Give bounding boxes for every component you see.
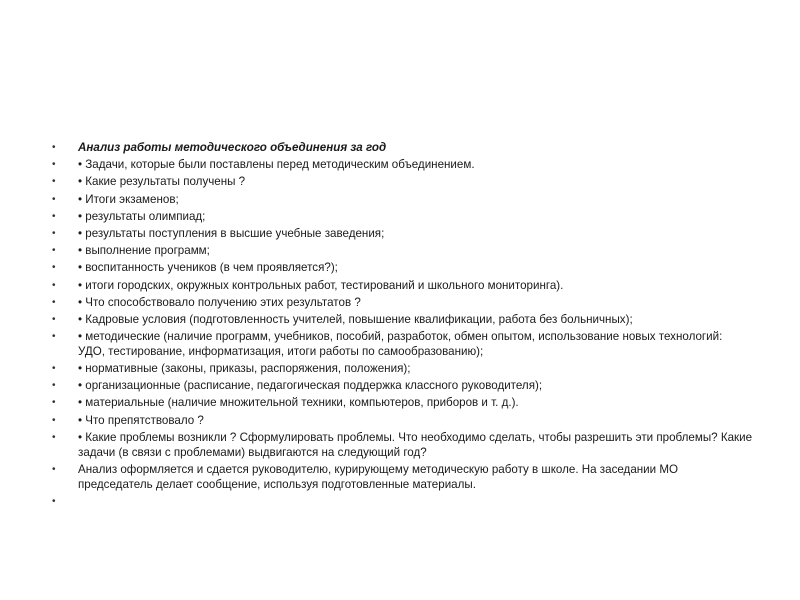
bullet-marker: •	[52, 495, 56, 507]
bullet-marker: •	[52, 331, 56, 343]
list-item-text: • результаты поступления в высшие учебные заведения;	[78, 226, 385, 240]
list-item	[52, 313, 752, 328]
list-item-text: • методические (наличие программ, учебников, пособий, разработок, обмен опытом, использование новых технологий: УДО, тестирование, информатизация, итоги работы по самообразованию);	[78, 330, 723, 358]
bullet-marker: •	[52, 142, 56, 153]
list-item-text: • Какие проблемы возникли ? Сформулировать проблемы. Что необходимо сделать, чтобы разрешить эти проблемы? Какие задачи (в связи с проблемами) выдвигаются на следующий год?	[78, 430, 753, 459]
list-item	[52, 261, 752, 276]
list-item-text: • Кадровые условия (подготовленность учителей, повышение квалификации, работа без больничных);	[78, 312, 633, 326]
list-item-text: • Какие результаты получены ?	[78, 175, 246, 189]
list-item	[52, 193, 752, 208]
bullet-marker: •	[52, 313, 56, 325]
list-item	[52, 463, 752, 493]
bullet-marker: •	[52, 296, 56, 308]
bullet-marker: •	[52, 279, 56, 291]
list-item	[52, 227, 752, 242]
list-item-text: • воспитанность учеников (в чем проявляется?);	[78, 261, 338, 275]
bullet-marker: •	[52, 463, 56, 475]
list-item-text: • Задачи, которые были поставлены перед методическим объединением.	[78, 158, 475, 172]
list-item-text: • Что способствовало получению этих результатов ?	[78, 295, 361, 309]
list-item-text: • выполнение программ;	[78, 244, 210, 258]
bullet-marker: •	[52, 210, 56, 222]
bullet-marker: •	[52, 262, 56, 274]
bullet-marker: •	[52, 363, 56, 375]
list-item	[52, 244, 752, 259]
list-item	[52, 379, 752, 394]
list-item-text: • итоги городских, окружных контрольных работ, тестирований и школьного мониторинга).	[78, 278, 564, 292]
list-item	[52, 414, 752, 429]
list-item-text: • Итоги экзаменов;	[78, 192, 179, 206]
bullet-marker: •	[52, 414, 56, 426]
bullet-marker: •	[52, 227, 56, 239]
list-item	[52, 330, 752, 360]
list-item-text: • материальные (наличие множительной техники, компьютеров, приборов и т. д.).	[78, 396, 519, 410]
list-item-text: • организационные (расписание, педагогическая поддержка классного руководителя);	[78, 379, 543, 393]
bullet-marker: •	[52, 431, 56, 443]
list-item-text: • нормативные (законы, приказы, распоряжения, положения);	[78, 362, 411, 376]
list-item-text: • результаты олимпиад;	[78, 209, 206, 223]
list-item	[52, 175, 752, 190]
list-item	[52, 210, 752, 225]
bullet-marker: •	[52, 380, 56, 392]
list-item-title	[52, 141, 752, 156]
bullet-marker: •	[52, 176, 56, 188]
list-item-text: Анализ оформляется и сдается руководителю, курирующему методическую работу в школе. На заседании МО председатель делает сообщение, используя подготовленные материалы.	[78, 462, 679, 491]
list-item	[52, 431, 752, 461]
bullet-marker: •	[52, 245, 56, 257]
bullet-marker: •	[52, 193, 56, 205]
bullet-list	[52, 141, 753, 507]
list-item	[52, 362, 752, 377]
bullet-marker: •	[52, 159, 56, 171]
list-item	[52, 396, 752, 411]
list-item	[52, 279, 752, 294]
list-item-text: • Что препятствовало ?	[78, 413, 204, 427]
list-item	[52, 158, 752, 173]
list-item	[52, 296, 752, 311]
bullet-marker: •	[52, 397, 56, 409]
slide-heading: Анализ работы методического объединения за год	[78, 141, 387, 154]
